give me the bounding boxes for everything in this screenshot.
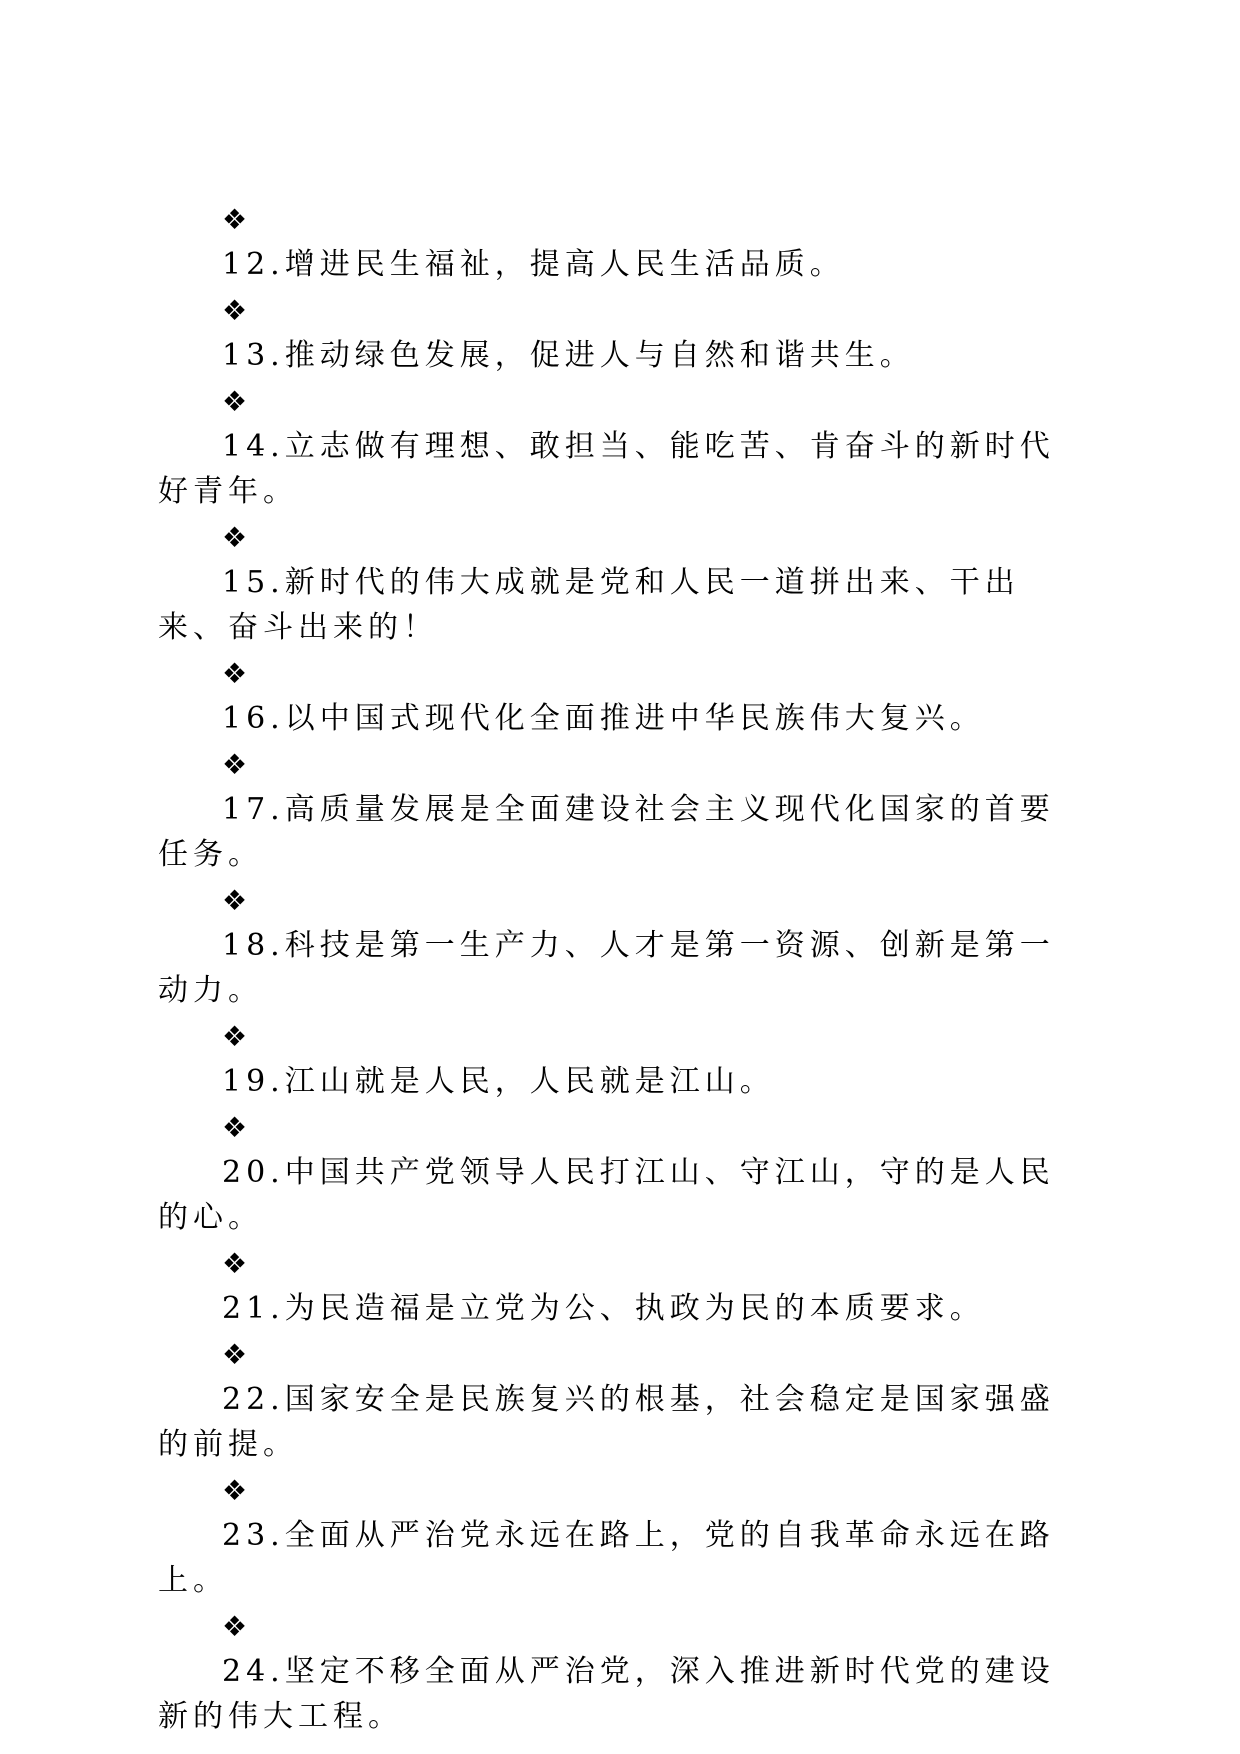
slogan-item-19: 19.江山就是人民，人民就是江山。 [222,1064,775,1099]
diamond-bullet-icon: ❖ [222,748,248,781]
diamond-bullet-icon: ❖ [222,521,248,554]
diamond-bullet-icon: ❖ [222,1474,248,1507]
slogan-item-16: 16.以中国式现代化全面推进中华民族伟大复兴。 [222,701,985,736]
diamond-bullet-icon: ❖ [222,1111,248,1144]
slogan-item-18: 18.科技是第一生产力、人才是第一资源、创新是第一动力。 [158,928,1055,1008]
slogan-item-24: 24.坚定不移全面从严治党，深入推进新时代党的建设新的伟大工程。 [158,1654,1055,1734]
slogan-item-23: 23.全面从严治党永远在路上，党的自我革命永远在路上。 [158,1518,1055,1598]
slogan-item-21: 21.为民造福是立党为公、执政为民的本质要求。 [222,1291,985,1326]
slogan-item-14: 14.立志做有理想、敢担当、能吃苦、肯奋斗的新时代好青年。 [158,429,1055,509]
diamond-bullet-icon: ❖ [222,1338,248,1371]
diamond-bullet-icon: ❖ [222,657,248,690]
slogan-item-12: 12.增进民生福祉，提高人民生活品质。 [222,247,845,282]
slogan-item-13: 13.推动绿色发展，促进人与自然和谐共生。 [222,338,915,373]
diamond-bullet-icon: ❖ [222,1020,248,1053]
diamond-bullet-icon: ❖ [222,294,248,327]
slogan-item-22: 22.国家安全是民族复兴的根基，社会稳定是国家强盛的前提。 [158,1382,1055,1462]
diamond-bullet-icon: ❖ [222,884,248,917]
diamond-bullet-icon: ❖ [222,385,248,418]
slogan-list [158,196,1088,1739]
diamond-bullet-icon: ❖ [222,1610,248,1643]
slogan-item-17: 17.高质量发展是全面建设社会主义现代化国家的首要任务。 [158,792,1055,872]
slogan-item-15: 15.新时代的伟大成就是党和人民一道拼出来、干出来、奋斗出来的！ [158,565,1020,645]
diamond-bullet-icon: ❖ [222,1247,248,1280]
diamond-bullet-icon: ❖ [222,203,248,236]
slogan-item-20: 20.中国共产党领导人民打江山、守江山，守的是人民的心。 [158,1155,1055,1235]
